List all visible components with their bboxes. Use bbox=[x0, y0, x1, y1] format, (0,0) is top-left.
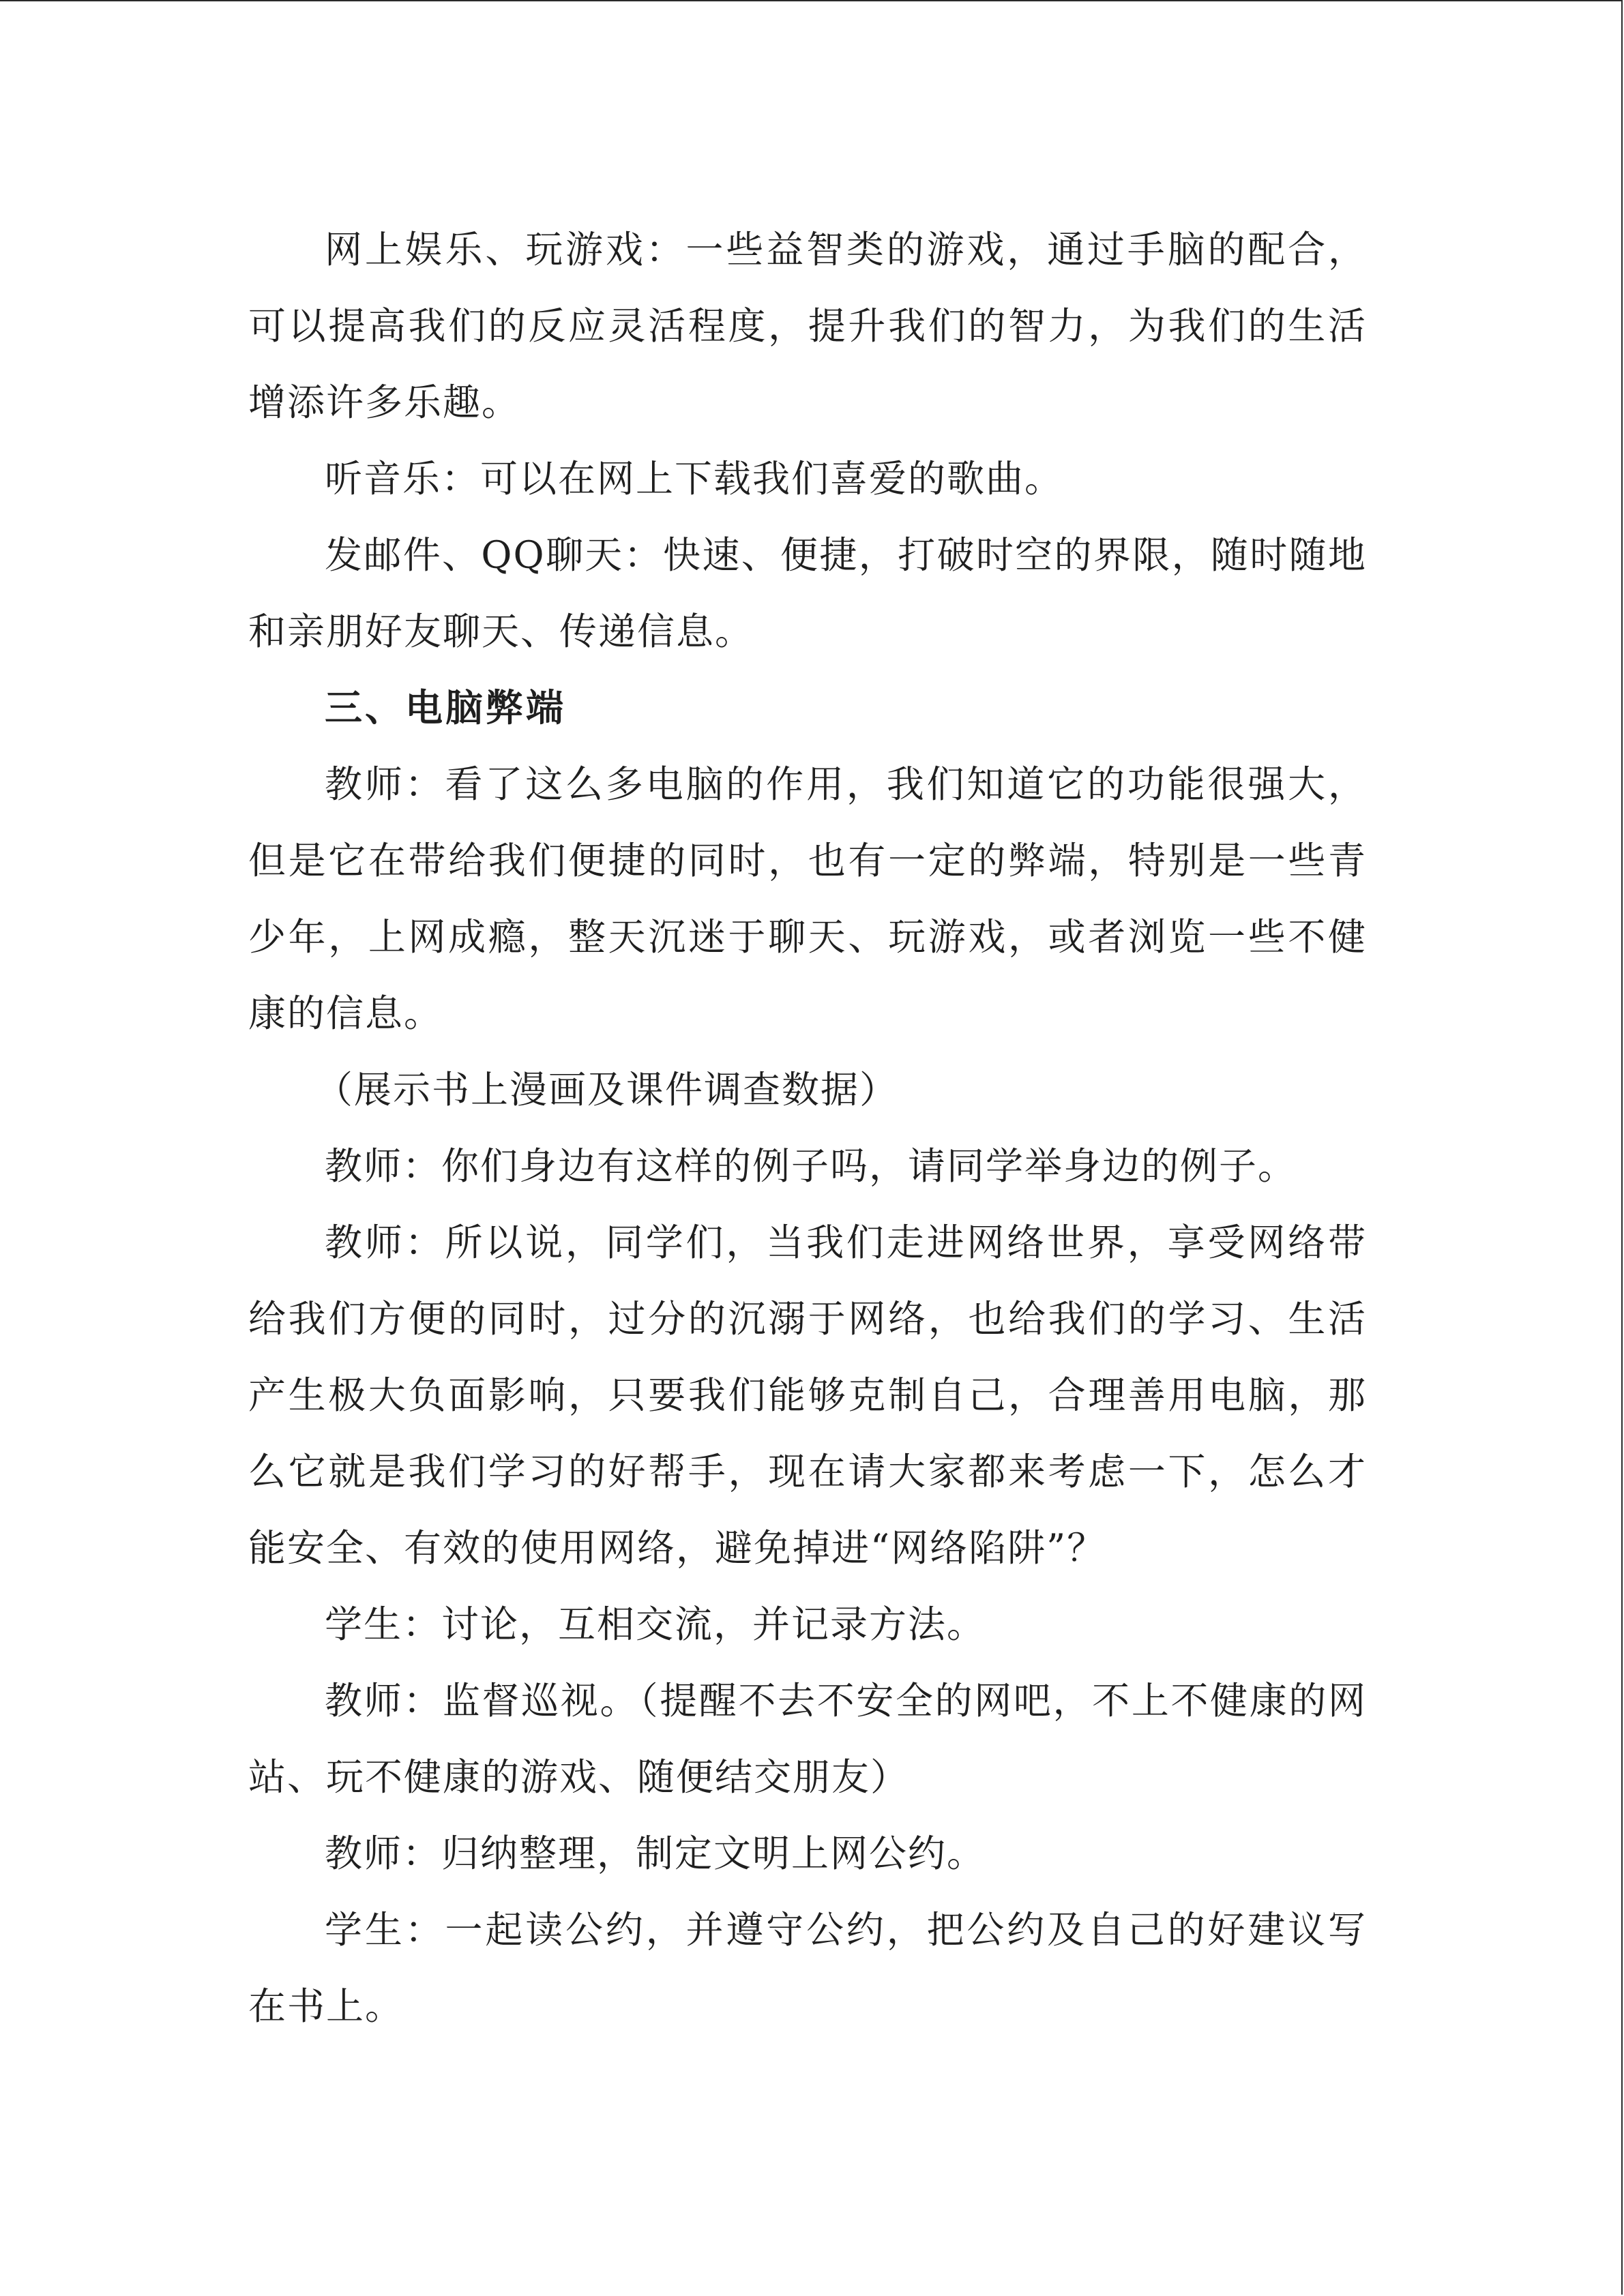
paragraph-teacher-examples: 教师：你们身边有这样的例子吗，请同学举身边的例子。 bbox=[325, 1144, 1297, 1188]
paragraph-music: 听音乐：可以在网上下载我们喜爱的歌曲。 bbox=[325, 457, 1064, 501]
paragraph-student-discussion: 学生：讨论，互相交流，并记录方法。 bbox=[325, 1602, 986, 1646]
paragraph-teacher-supervise: 教师：监督巡视。（提醒不去不安全的网吧，不上不健康的网站、玩不健康的游戏、随便结交朋友） bbox=[248, 1679, 1367, 1799]
paragraph-teacher-convention: 教师：归纳整理，制定文明上网公约。 bbox=[325, 1832, 986, 1875]
paragraph-stage-note: （展示书上漫画及课件调查数据） bbox=[315, 1068, 899, 1112]
paragraph-student-read: 学生：一起读公约，并遵守公约，把公约及自己的好建议写在书上。 bbox=[248, 1908, 1367, 2028]
paragraph-teacher-summary: 教师：所以说，同学们，当我们走进网络世界，享受网络带给我们方便的同时，过分的沉溺于网络，也给我们的学习、生活产生极大负面影响，只要我们能够克制自己，合理善用电脑，那么它就是我们学习的好帮手，现在请大家都来考虑一下，怎么才能安全、有效的使用网络，避免掉进“网络陷阱”？ bbox=[248, 1221, 1367, 1570]
paragraph-email-chat: 发邮件、QQ聊天：快速、便捷，打破时空的界限，随时随地和亲朋好友聊天、传递信息。 bbox=[248, 533, 1367, 653]
paragraph-entertainment: 网上娱乐、玩游戏：一些益智类的游戏，通过手脑的配合，可以提高我们的反应灵活程度，提升我们的智力，为我们的生活增添许多乐趣。 bbox=[248, 228, 1367, 424]
document-body bbox=[248, 211, 1367, 2044]
paragraph-teacher-drawbacks: 教师：看了这么多电脑的作用，我们知道它的功能很强大，但是它在带给我们便捷的同时，也有一定的弊端，特别是一些青少年，上网成瘾，整天沉迷于聊天、玩游戏，或者浏览一些不健康的信息。 bbox=[248, 762, 1367, 1035]
section-heading: 三、电脑弊端 bbox=[325, 686, 567, 730]
